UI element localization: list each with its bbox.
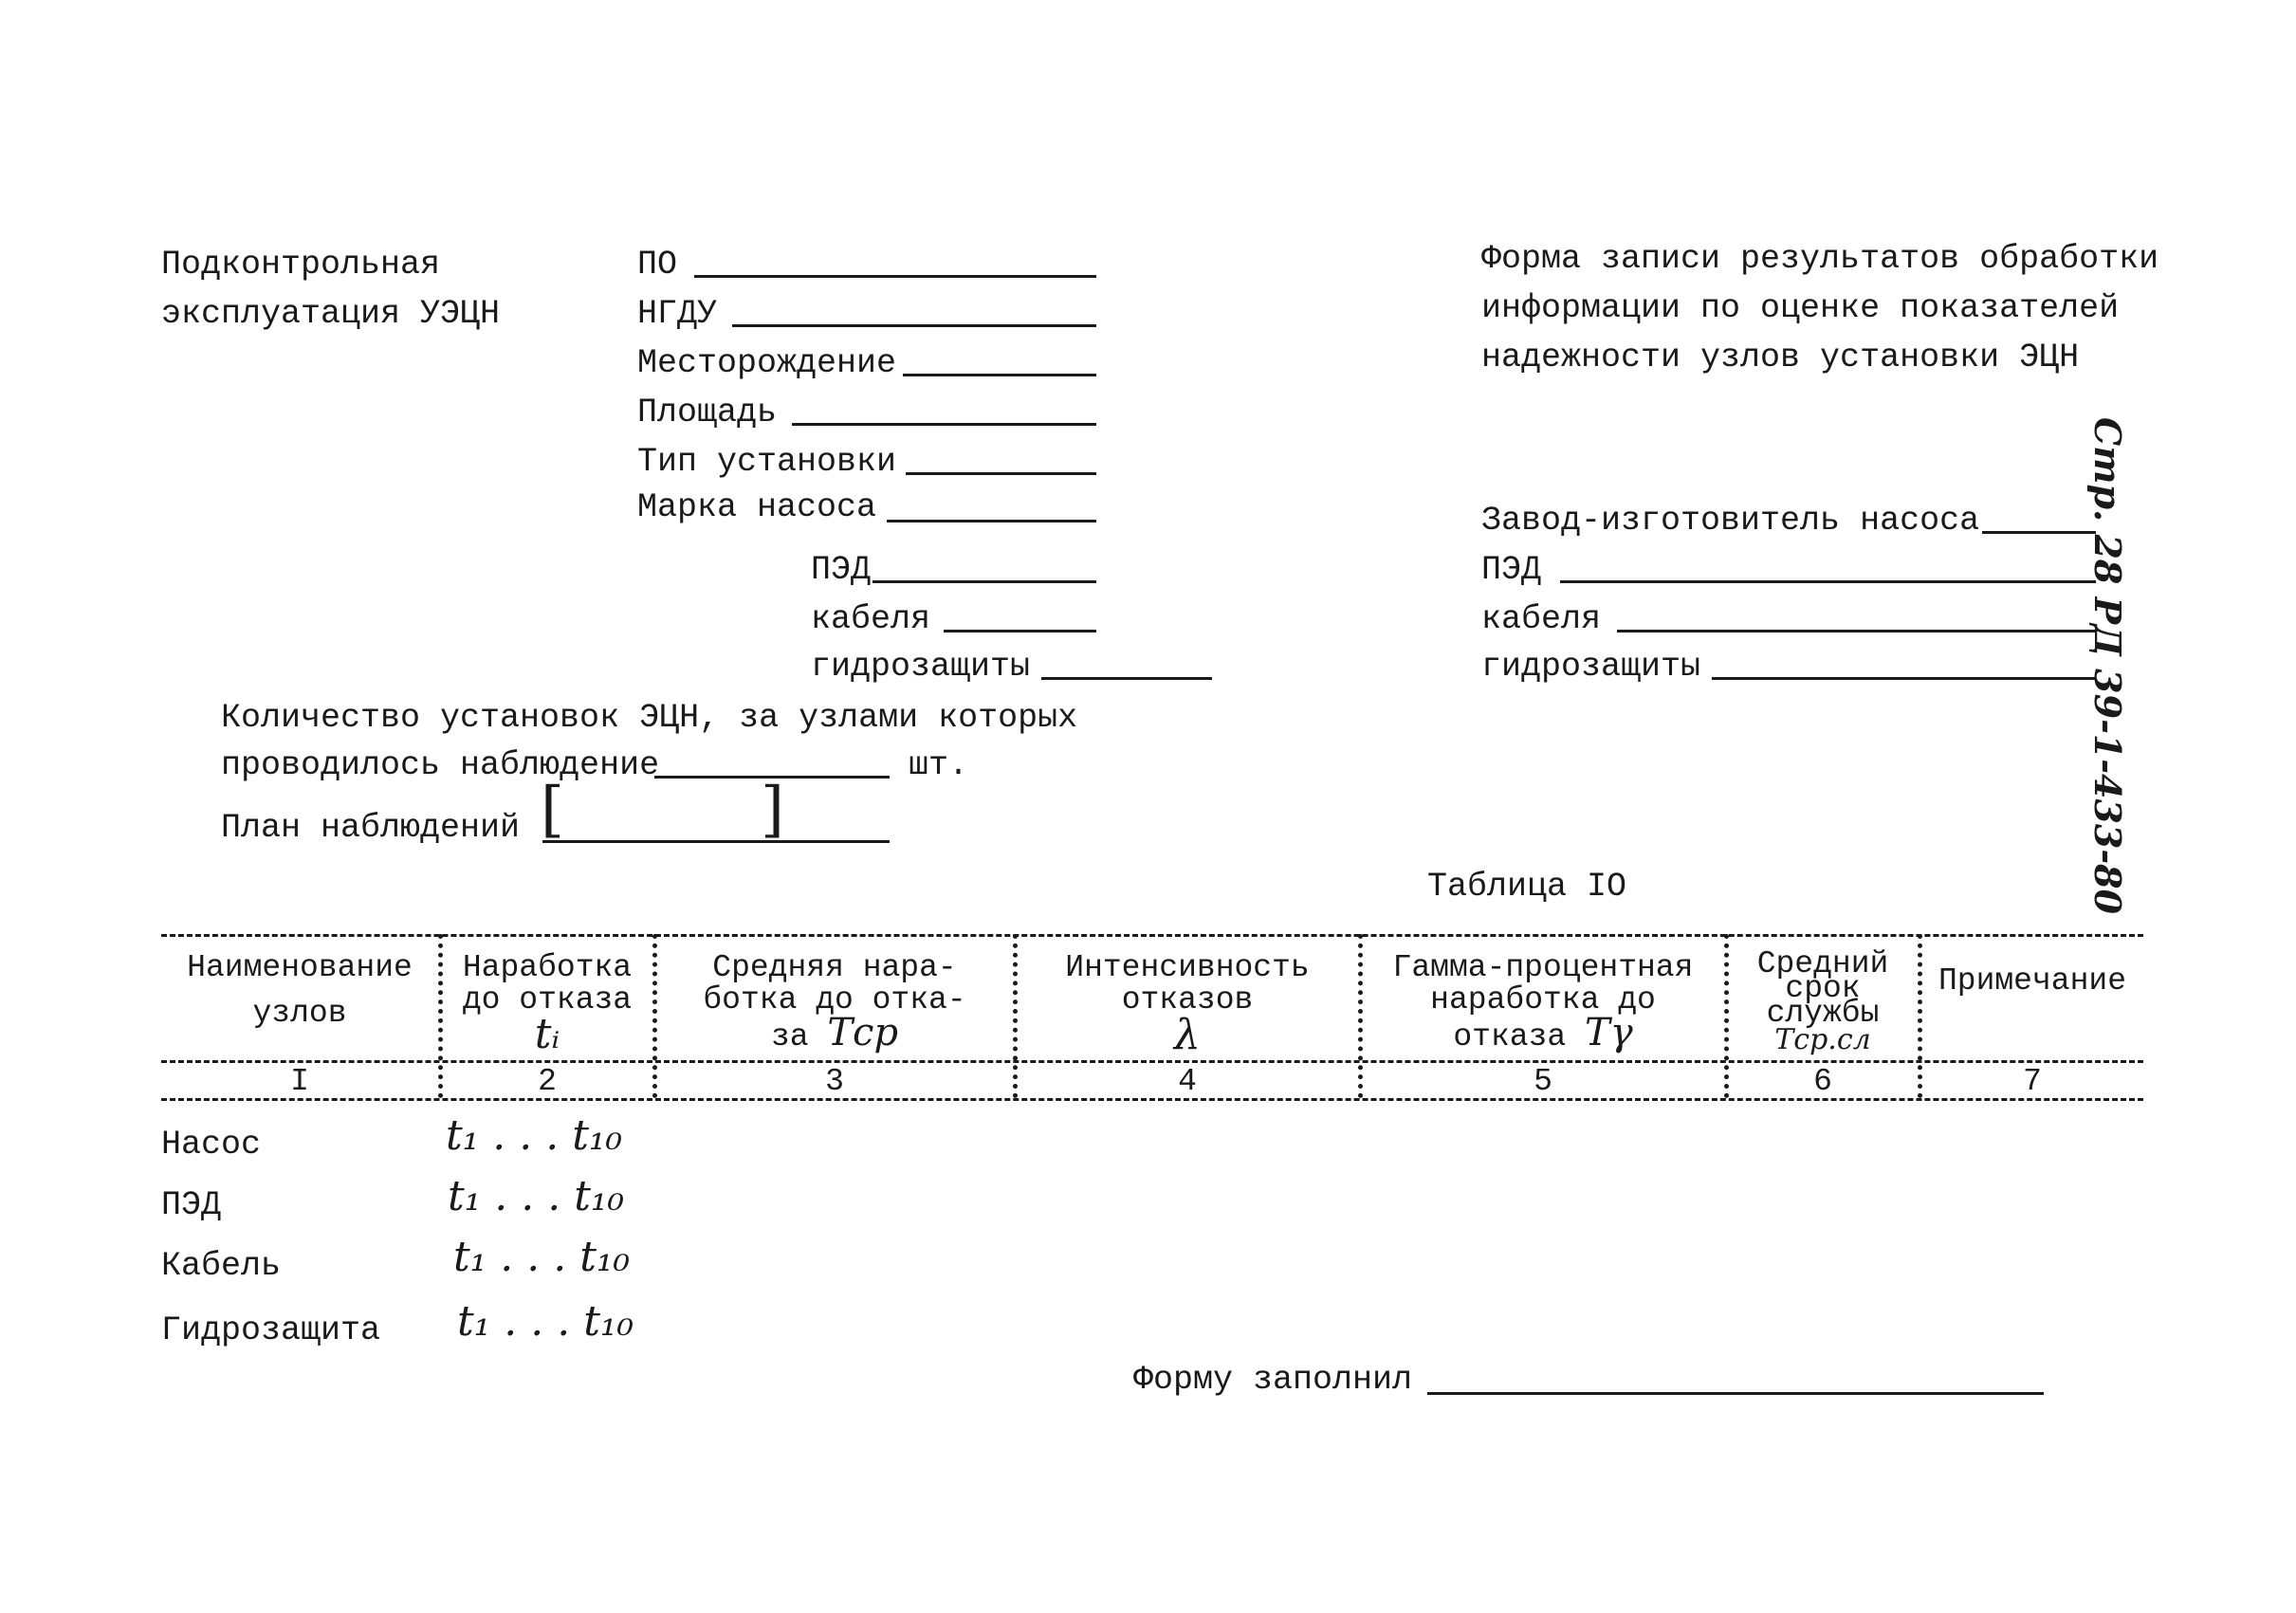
- manufacturer-pump-field[interactable]: [1982, 531, 2096, 534]
- install-type-field[interactable]: [906, 472, 1096, 475]
- col-number-6: 6: [1813, 1064, 1832, 1099]
- col-number-4: 4: [1178, 1064, 1197, 1099]
- count-line2: проводилось наблюдение: [221, 746, 660, 784]
- cable-label: кабеля: [811, 600, 931, 638]
- row-name-cable: Кабель: [161, 1247, 282, 1285]
- po-field[interactable]: [694, 275, 1096, 278]
- manufacturer-cable-field[interactable]: [1617, 630, 2096, 632]
- plan-field[interactable]: [542, 840, 890, 843]
- ngdu-label: НГДУ: [637, 295, 718, 333]
- hydro-field[interactable]: [1041, 677, 1212, 680]
- plan-label: План наблюдений: [221, 809, 521, 847]
- header-col-2: Наработка до отказа tᵢ: [462, 950, 633, 1058]
- manufacturer-hydro-field[interactable]: [1712, 677, 2096, 680]
- row-value-hydro: t₁ . . . t₁₀: [457, 1297, 634, 1346]
- ped-label: ПЭД: [811, 551, 872, 589]
- table-header-rule: [161, 1060, 2143, 1063]
- manufacturer-hydro-label: гидрозащиты: [1481, 648, 1701, 686]
- col-number-1: I: [290, 1064, 309, 1099]
- header-col-1: Наименование узлов: [187, 950, 413, 1031]
- col-number-5: 5: [1534, 1064, 1552, 1099]
- header-left-line2: эксплуатация УЭЦН: [161, 295, 501, 333]
- row-name-hydro: Гидрозащита: [161, 1311, 381, 1349]
- col-number-2: 2: [538, 1064, 557, 1099]
- plan-close-bracket-icon: ]: [761, 775, 784, 845]
- header-col-5: Гамма-процентная наработка до отказа Tγ: [1392, 950, 1694, 1054]
- ngdu-field[interactable]: [732, 324, 1096, 327]
- header-left-line1: Подконтрольная: [161, 246, 441, 284]
- filled-by-field[interactable]: [1427, 1392, 2044, 1395]
- install-type-label: Тип установки: [637, 443, 897, 481]
- filled-by-label: Форму заполнил: [1133, 1361, 1413, 1399]
- area-field[interactable]: [792, 423, 1096, 426]
- header-col-7: Примечание: [1938, 963, 2127, 999]
- form-title-line2: информации по оценке показателей: [1481, 289, 2120, 327]
- margin-note: Стр. 28 РД 39-1-433-80: [2086, 417, 2129, 915]
- header-col-6: Средний срок службы Tср.сл: [1756, 946, 1889, 1056]
- ped-field[interactable]: [872, 580, 1096, 583]
- row-value-cable: t₁ . . . t₁₀: [453, 1233, 631, 1281]
- plan-open-bracket-icon: [: [541, 775, 564, 845]
- col-number-7: 7: [2023, 1064, 2042, 1099]
- row-name-ped: ПЭД: [161, 1186, 222, 1224]
- table-number-rule: [161, 1098, 2143, 1101]
- table-caption: Таблица IO: [1427, 868, 1627, 906]
- row-value-ped: t₁ . . . t₁₀: [448, 1172, 625, 1220]
- form-title-line3: надежности узлов установки ЭЦН: [1481, 339, 2080, 376]
- count-line1: Количество установок ЭЦН, за узлами которых: [221, 699, 1078, 737]
- manufacturer-ped-field[interactable]: [1560, 580, 2096, 583]
- manufacturer-cable-label: кабеля: [1481, 600, 1602, 638]
- count-unit: шт.: [909, 746, 969, 784]
- col-number-3: 3: [825, 1064, 844, 1099]
- field-field[interactable]: [903, 374, 1096, 376]
- table-top-rule: [161, 934, 2143, 937]
- pump-brand-field[interactable]: [887, 520, 1096, 522]
- cable-field[interactable]: [944, 630, 1096, 632]
- header-col-3: Средняя нара- ботка до отка- за Tср: [703, 950, 966, 1054]
- row-name-pump: Насос: [161, 1126, 262, 1164]
- field-label: Месторождение: [637, 344, 897, 382]
- manufacturer-pump-label: Завод-изготовитель насоса: [1481, 502, 1980, 540]
- header-col-4: Интенсивность отказов λ: [1065, 950, 1310, 1059]
- pump-brand-label: Марка насоса: [637, 488, 877, 526]
- po-label: ПО: [637, 246, 678, 284]
- area-label: Площадь: [637, 394, 778, 431]
- manufacturer-ped-label: ПЭД: [1481, 551, 1542, 589]
- hydro-label: гидрозащиты: [811, 648, 1031, 686]
- form-title-line1: Форма записи результатов обработки: [1481, 240, 2159, 278]
- row-value-pump: t₁ . . . t₁₀: [446, 1111, 623, 1160]
